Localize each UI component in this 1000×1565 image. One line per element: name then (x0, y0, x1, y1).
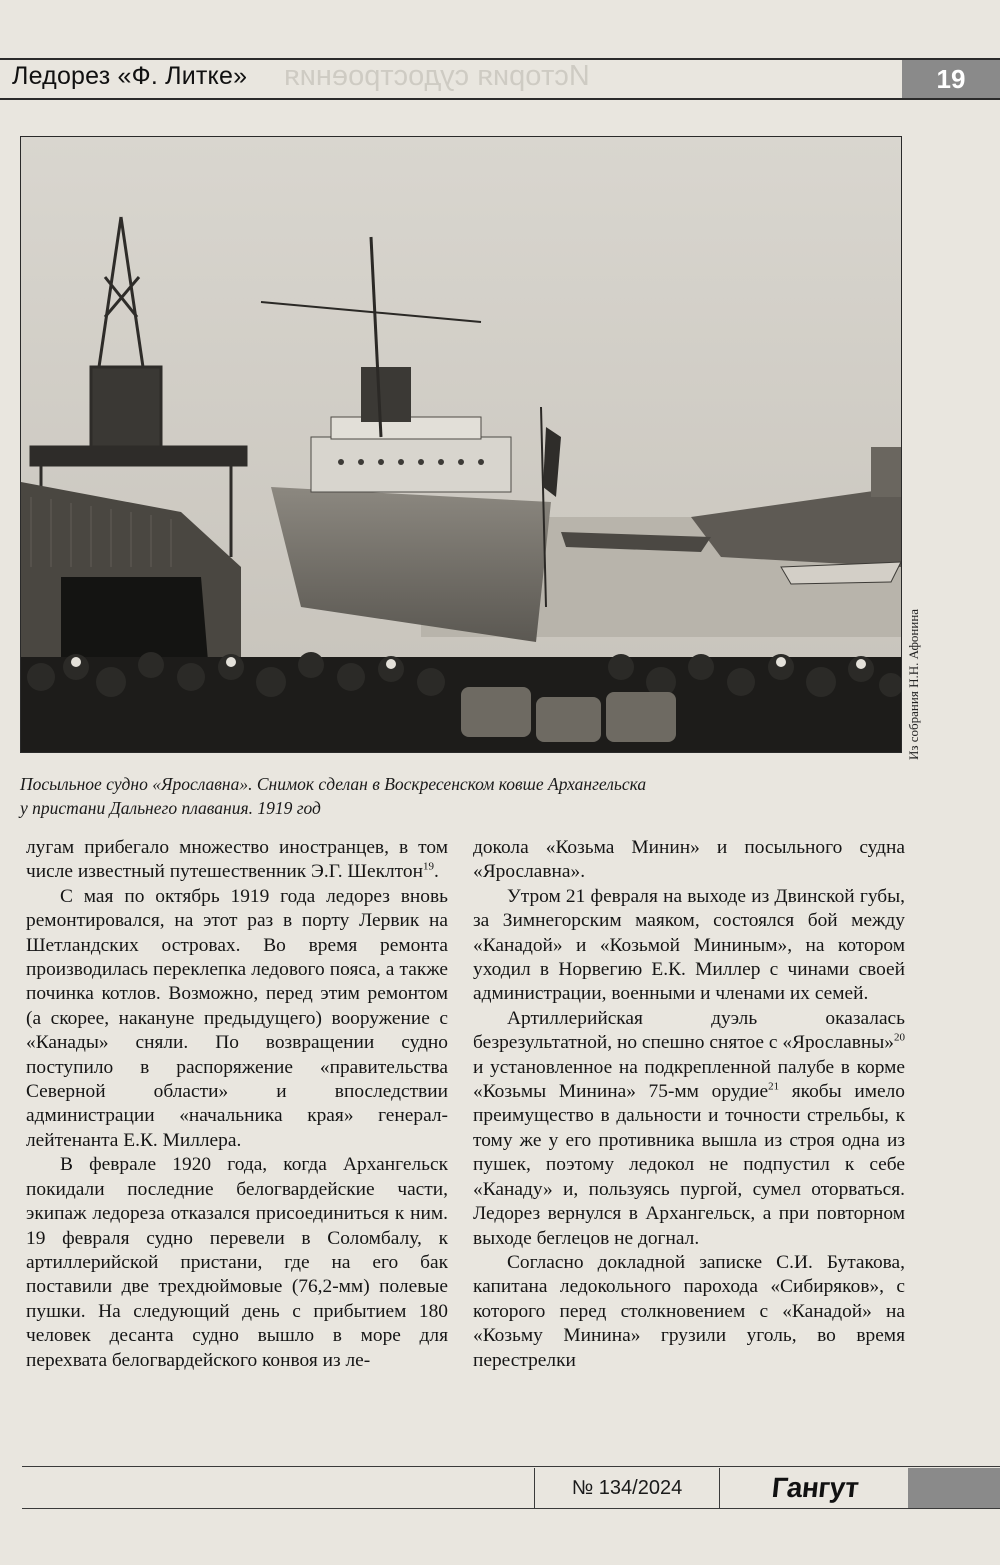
issue-number: № 134/2024 (571, 1476, 683, 1499)
footnote-ref-21: 21 (768, 1080, 780, 1093)
right-paragraph-3 (473, 1007, 905, 1251)
shore-building (871, 447, 901, 497)
footnote-ref-20: 20 (894, 1031, 905, 1044)
figure-caption (20, 772, 900, 820)
left-paragraph-1 (26, 836, 448, 885)
page-header (0, 58, 1000, 100)
left-paragraph-1-text: лугам прибегало множество иностранцев, в том числе известный путешественник Э.Г. Шеклтон (26, 837, 448, 883)
show-through-header-text: История судостроения (284, 60, 590, 92)
left-column (26, 836, 448, 1373)
right-paragraph-2: Утром 21 февраля на выходе из Двинской губы, за Зимнегорским маяком, состоялся бой между «Канадой» и «Козьмой Мининым», на котором уходил в Норвегию Е.К. Миллер с чинами своей администрации, военными и членами их семей. (473, 885, 905, 1005)
page-number: 19 (936, 63, 966, 94)
footer-bottom-rule (22, 1508, 1000, 1509)
archival-photograph (20, 136, 902, 753)
left-paragraph-2: С мая по октябрь 1919 года ледорез вновь ремонтировался, на этот раз в порту Лервик на Шетландских островах. Во время ремонта производилась переклепка ледового пояса, а также починка котлов. Возможно, перед этим ремонтом (а скорее, накануне предыдущего) вооружение с «Канады» сняли. По возвращении судно поступило в распоряжение «правительства Северной области» и впоследствии администрации «начальника края» генерал-лейтенанта Е.К. Миллера. (26, 885, 448, 1151)
running-title: Ледорез «Ф. Литке» (12, 62, 248, 90)
right-paragraph-1: докола «Козьма Минин» и посыльного судна «Ярославна». (473, 837, 905, 883)
caption-line-2: у пристани Дальнего плавания. 1919 год (20, 798, 321, 818)
right-paragraph-3-part-c: якобы имело преимущество в дальности и точности стрельбы, к тому же у его противника вышла из строя одна из пушек, поэтому ледокол не подпустил к себе «Канаду» и, пользуясь пургой, сумел оторваться. Ледорез вернулся в Архангельск, а при повторном выходе беглецов не догнал. (473, 1081, 905, 1249)
left-paragraph-1-end: . (433, 861, 439, 883)
right-column (473, 836, 905, 1373)
footer-top-rule (22, 1466, 1000, 1467)
right-paragraph-3-part-a: Артиллерийская дуэль оказалась безрезультатной, но спешно снятое с «Ярославны» (473, 1007, 905, 1054)
caption-line-1: Посыльное судно «Ярославна». Снимок сделан в Воскресенском ковше Архангельска (20, 774, 647, 794)
page-number-box (902, 60, 1000, 98)
ship-at-pier-illustration (21, 137, 901, 752)
right-paragraph-4: Согласно докладной записке С.И. Бутакова, капитана ледокольного парохода «Сибиряков», с которого перед столкновением с «Канадой» на «Козьму Минина» грузили уголь, во время перестрелки (473, 1251, 905, 1371)
right-paragraph-3-part-b: и установленное на подкрепленной палубе в корме «Козьмы Минина» 75-мм орудие (473, 1056, 905, 1103)
issue-box (534, 1468, 720, 1508)
footnote-ref-19: 19 (422, 860, 434, 873)
footer-gray-block (908, 1468, 1000, 1508)
magazine-logo: Гангут (770, 1472, 860, 1503)
logo-box (720, 1468, 910, 1508)
left-paragraph-3: В феврале 1920 года, когда Архангельск покидали последние белогвардейские части, экипаж ледореза отказался присоединиться к ним. 19 февраля судно перевели в Соломбалу, к артиллерийской пристани, где на его бак поставили две трехдюймовые (76,2-мм) полевые пушки. На следующий день с прибытием 180 человек десанта судно вышло в море для перехвата белогвардейского конвоя из ле- (26, 1154, 448, 1371)
photo-credit: Из собрания Н.Н. Афонина (906, 608, 921, 760)
ship-funnel (361, 367, 411, 422)
